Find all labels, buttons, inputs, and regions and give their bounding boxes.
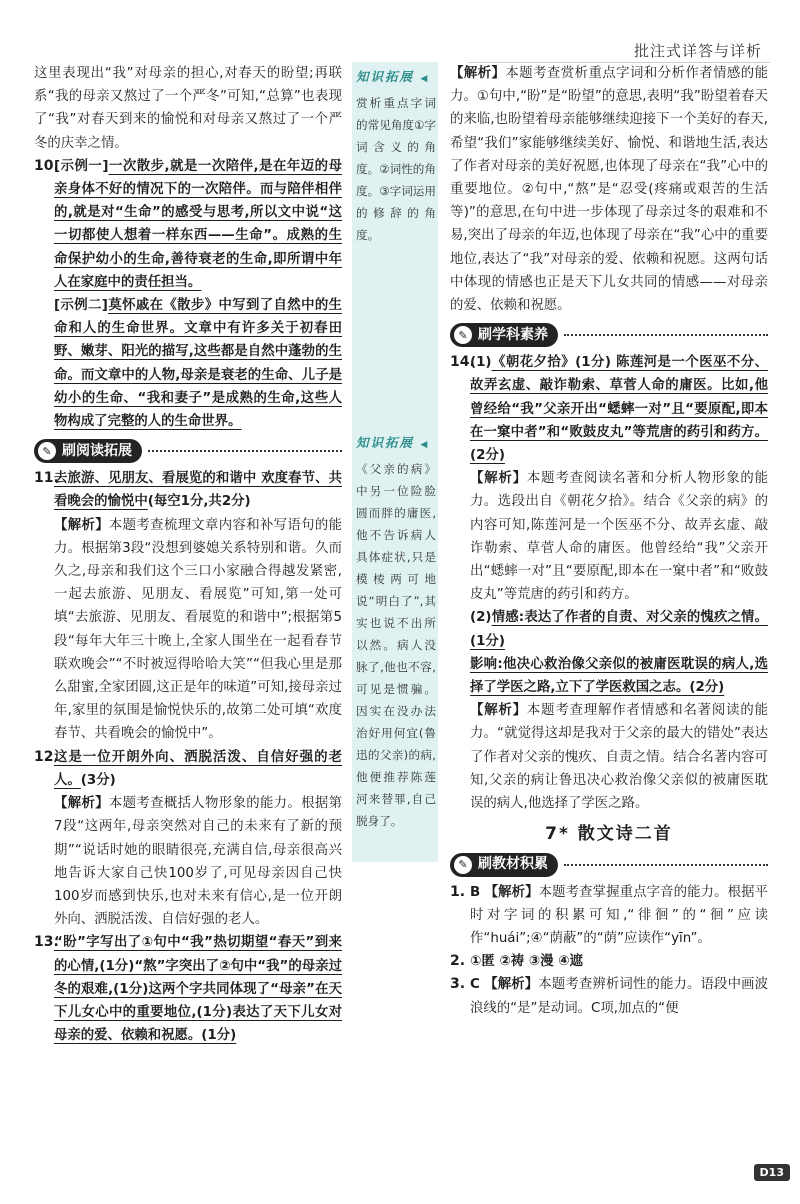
example-2-tag: [示例二] bbox=[54, 298, 108, 314]
analysis-tag: 【解析】 bbox=[470, 471, 527, 487]
section-textbook-header bbox=[450, 851, 768, 879]
knowledge-box-1-heading: 知识拓展 ◀ bbox=[356, 69, 430, 84]
analysis-text: 本题考查赏析重点字词和分析作者情感的能力。①句中,“盼”是“盼望”的意思,表明“我”盼望着春天的来临,也盼望着母亲能够继续迎接下一个美好的春天,希望“我们”家能够继续美好、愉悦、和谐地生活,表达了作者对母亲的美好祝愿,也体现了母亲在“我”心中的重要地位。②句中,“熬”是“忍受(疼痛或艰苦的生活等)”的意思,在句中进一步体现了母亲过冬的艰难和不易,突出了母亲的年迈,也体现了母亲在“我”心中的重要地位,表达了“我”对母亲的爱、依赖和祝愿。这两句话中体现的情感也正是天下儿女共同的情感——对母亲的爱、依赖和祝愿。 bbox=[450, 66, 769, 314]
knowledge-box-2 bbox=[356, 432, 436, 832]
answer-text: 去旅游、见朋友、看展览的和谐中 欢度春节、共看晚会的愉悦中 bbox=[54, 471, 342, 510]
answer-text: “盼”字写出了①句中“我”热切期望“春天”到来的心情,(1分)“熬”字突出了②句中“我”的母亲过冬的艰难,(1分)这两个字共同体现了“母亲”在天下儿女心中的重要地位,(1分)表达了天下儿女对母亲的爱、依赖和祝愿。(1分) bbox=[54, 935, 342, 1044]
question-number: 2. bbox=[450, 953, 466, 970]
question-2 bbox=[450, 950, 768, 973]
analysis-tag: 【解析】 bbox=[54, 517, 109, 533]
pen-icon: ✎ bbox=[454, 326, 472, 344]
dotted-divider bbox=[564, 864, 768, 866]
question-10 bbox=[34, 155, 342, 433]
analysis-text: 本题考查梳理文章内容和补写语句的能力。根据第3段“没想到婆媳关系特别和谐。久而久之,母亲和我们这个三口小家融合得越发紧密,一起去旅游、见朋友、看展览”可知,第一处可填“去旅游、见朋友、看展览的和谐中”;根据第5段“每年大年三十晚上,全家人围坐在一起看春节联欢晚会”“不时被逗得哈哈大笑”“但我心里是那么甜蜜,全家团圆,这正是年的味道”可知,接母亲过年,家里的氛围是愉悦快乐的,故第二处可填“欢度春节、共看晚会的愉悦中”。 bbox=[54, 517, 342, 742]
example-1-tag: [示例一] bbox=[54, 158, 109, 174]
knowledge-box-2-text: 《父亲的病》中另一位险脸圆而胖的庸医,他不告诉病人具体症状,只是模棱两可地说“明白了”,其实也说不出所以然。病人没脉了,他也不容,可见是惯骗。因实在没办法治好用何宜(鲁迅的父亲)的病,他便推荐陈莲河来替罪,自己脱身了。 bbox=[356, 462, 436, 828]
question-number: 3. bbox=[450, 976, 466, 993]
question-number: 12. bbox=[34, 748, 59, 765]
triangle-icon: ◀ bbox=[420, 74, 430, 84]
analysis-tag: 【解析】 bbox=[484, 977, 539, 993]
dotted-divider bbox=[148, 450, 342, 452]
knowledge-box-1-text: 赏析重点字词的常见角度①字词含义的角度。②词性的角度。③字词运用的修辞的角度。 bbox=[356, 96, 436, 242]
question-14 bbox=[450, 351, 768, 815]
dotted-divider bbox=[564, 334, 768, 336]
score-text: (每空1分,共2分) bbox=[147, 494, 251, 510]
example-1-text: 一次散步,就是一次陪伴,是在年迈的母亲身体不好的情况下的一次陪伴。而与陪伴相伴的,就是对“生命”的感受与思考,所以文中说“这一切都使人想着一样东西——生命”。成熟的生命保护幼小的生命,善待衰老的生命,即所谓中年人在家庭中的责任担当。 bbox=[54, 158, 342, 290]
part-1-answer: 《朝花夕拾》(1分) 陈莲河是一个医巫不分、故弄玄虚、敲诈勒索、草菅人命的庸医。比如,他曾经给“我”父亲开出“蟋蟀一对”且“要原配,即本在一窠中者”和“败鼓皮丸”等荒唐的药引和药方。(2分) bbox=[470, 355, 768, 464]
analysis-text: 本题考查理解作者情感和名著阅读的能力。“就觉得这却是我对于父亲的最大的错处”表达了作者对父亲的愧疚、自责之情。结合名著内容可知,父亲的病让鲁迅决心救治像父亲似的被庸医耽误的病人,他选择了学医之路。 bbox=[470, 703, 768, 812]
question-number: 13. bbox=[34, 934, 59, 951]
answer-text: ①匿 ②祷 ③漫 ④遮 bbox=[470, 954, 583, 970]
part-1-label: (1) bbox=[470, 355, 492, 371]
section-badge: ✎ 刷教材积累 bbox=[450, 853, 558, 877]
answer-text: 这是一位开朗外向、洒脱活泼、自信好强的老人。 bbox=[54, 749, 342, 788]
header-title: 批注式详答与详析 bbox=[633, 42, 762, 60]
question-1 bbox=[450, 881, 768, 951]
section-reading-header bbox=[34, 437, 342, 465]
part-2-effect: 影响:他决心救治像父亲似的被庸医耽误的病人,选择了学医之路,立下了学医救国之志。(2分) bbox=[470, 656, 768, 696]
knowledge-box-2-heading: 知识拓展 ◀ bbox=[356, 435, 430, 450]
analysis-text: 本题考查掌握重点字音的能力。根据平时对字词的积累可知,“徘徊”的“徊”应读作“huái”;④“荫蔽”的“荫”应读作“yīn”。 bbox=[470, 884, 769, 946]
part-2-label: (2) bbox=[470, 610, 492, 626]
intro-paragraph: 这里表现出“我”对母亲的担心,对春天的盼望;再联系“我的母亲又熬过了一个严冬”可知,“总算”也表现了“我”对春天到来的愉悦和对母亲又熬过了一个严冬的庆幸之情。 bbox=[34, 66, 342, 151]
question-13 bbox=[34, 931, 342, 1047]
left-column bbox=[34, 62, 342, 1047]
score-text: (3分) bbox=[80, 772, 116, 788]
analysis-tag: 【解析】 bbox=[54, 796, 109, 812]
question-number: 11. bbox=[34, 470, 59, 487]
analysis-tag: 【解析】 bbox=[470, 703, 527, 719]
answer-text: C bbox=[470, 977, 480, 993]
question-number: 1. bbox=[450, 883, 466, 900]
pen-icon: ✎ bbox=[38, 442, 56, 460]
triangle-icon: ◀ bbox=[420, 440, 430, 450]
question-12 bbox=[34, 746, 342, 932]
analysis-tag: 【解析】 bbox=[484, 884, 539, 900]
page-number-tag: D13 bbox=[754, 1164, 790, 1181]
question-3 bbox=[450, 973, 768, 1019]
analysis-text: 本题考查概括人物形象的能力。根据第7段“这两年,母亲突然对自己的未来有了新的预期”“说话时她的眼睛很亮,充满自信,母亲很高兴地告诉大家自己快100岁了,可见母亲因自己快100岁而感到快乐,也对未来有信心,是一位开朗外向、洒脱活泼、自信好强的老人。 bbox=[54, 796, 342, 928]
right-column bbox=[450, 62, 768, 1020]
question-11 bbox=[34, 467, 342, 745]
question-number: 14. bbox=[450, 354, 475, 371]
section-badge: ✎ 刷阅读拓展 bbox=[34, 439, 142, 463]
pen-icon: ✎ bbox=[454, 856, 472, 874]
lesson-title: 7* 散文诗二首 bbox=[545, 824, 673, 845]
question-number: 10. bbox=[34, 157, 59, 174]
section-literacy-header bbox=[450, 321, 768, 349]
part-2-answer: 情感:表达了作者的自责、对父亲的愧疚之情。(1分) bbox=[470, 610, 768, 649]
q13-analysis bbox=[450, 62, 768, 317]
knowledge-box-1 bbox=[356, 66, 436, 246]
example-2-text: 莫怀戚在《散步》中写到了自然中的生命和人的生命世界。文章中有许多关于初春田野、嫩芽、阳光的描写,这些都是自然中蓬勃的生命。而文章中的人物,母亲是衰老的生命、儿子是幼小的生命、“我和妻子”是成熟的生命,这些人物构成了完整的人的生命世界。 bbox=[54, 298, 343, 430]
analysis-text: 本题考查阅读名著和分析人物形象的能力。选段出自《朝花夕拾》。结合《父亲的病》的内容可知,陈莲河是一个医巫不分、故弄玄虚、敲诈勒索、草菅人命的庸医。他曾经给“我”父亲开出“蟋蟀一对”且“要原配,即本在一窠中者”和“败鼓皮丸”等荒唐的药引和药方。 bbox=[470, 471, 768, 603]
analysis-text: 本题考查辨析词性的能力。语段中画波浪线的“是”是动词。C项,加点的“便 bbox=[470, 977, 768, 1016]
answer-text: B bbox=[470, 884, 481, 900]
analysis-tag: 【解析】 bbox=[450, 66, 506, 81]
section-badge: ✎ 刷学科素养 bbox=[450, 323, 558, 347]
